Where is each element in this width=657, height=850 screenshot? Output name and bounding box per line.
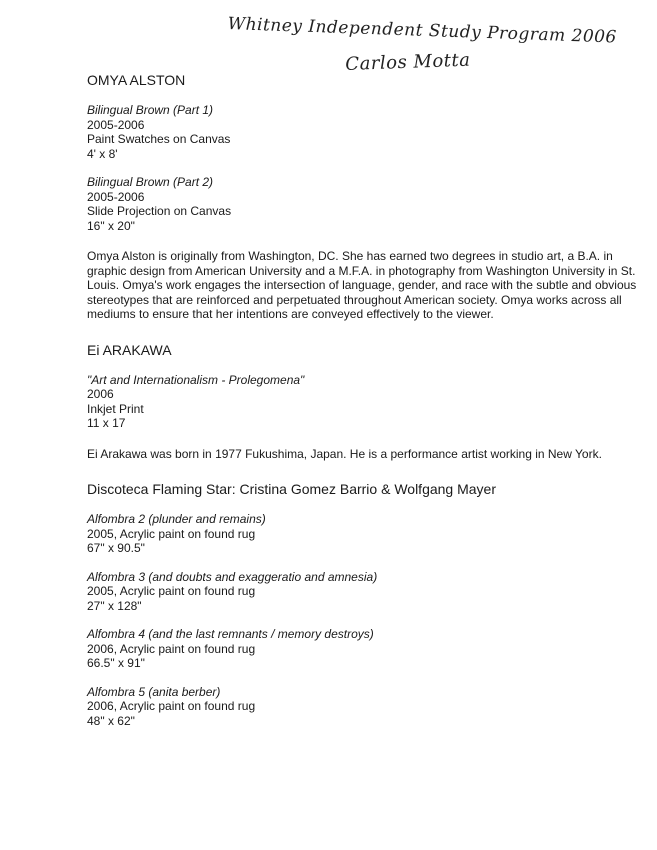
work-size: 66.5" x 91" <box>87 656 145 670</box>
work-entry <box>87 103 587 161</box>
work-entry <box>87 175 587 233</box>
work-year-medium: 2006, Acrylic paint on found rug <box>87 699 256 713</box>
artist-name: Ei ARAKAWA <box>87 341 172 358</box>
work-entry <box>87 685 587 729</box>
work-year-medium: 2005, Acrylic paint on found rug <box>87 584 256 598</box>
work-size: 11 x 17 <box>87 416 126 430</box>
artist-bio <box>87 249 637 322</box>
bio-line: graphic design from American University and a M.F.A. in photography from Washington University in St. <box>87 263 636 278</box>
artist-section-discoteca <box>87 481 587 728</box>
work-title: Alfombra 4 (and the last remnants / memory destroys) <box>87 627 374 641</box>
handwritten-signature: Carlos Motta <box>345 49 471 75</box>
work-title: Alfombra 2 (plunder and remains) <box>87 512 266 526</box>
handwritten-program-note: Whitney Independent Study Program 2006 <box>227 14 618 48</box>
work-entry <box>87 512 587 556</box>
work-title: Bilingual Brown (Part 2) <box>87 175 214 189</box>
artist-name: Discoteca Flaming Star: Cristina Gomez Barrio & Wolfgang Mayer <box>87 481 496 497</box>
artist-bio <box>87 446 602 462</box>
work-title: Alfombra 3 (and doubts and exaggeratio and amnesia) <box>87 569 378 584</box>
work-year: 2006 <box>87 387 114 401</box>
work-medium: Slide Projection on Canvas <box>87 204 232 218</box>
bio-line: stereotypes that are reinforced and perpetuated throughout American society. Omya works across all <box>87 292 622 307</box>
work-medium: Inkjet Print <box>87 401 144 416</box>
work-size: 48" x 62" <box>87 713 135 728</box>
work-size: 16" x 20" <box>87 218 135 233</box>
work-size: 4' x 8' <box>87 146 118 161</box>
work-entry <box>87 373 587 431</box>
work-title: Alfombra 5 (anita berber) <box>87 684 221 699</box>
work-year: 2005-2006 <box>87 117 145 132</box>
work-medium: Paint Swatches on Canvas <box>87 132 231 146</box>
document-body <box>87 72 637 728</box>
work-size: 27" x 128" <box>87 598 142 613</box>
work-year-medium: 2005, Acrylic paint on found rug <box>87 526 256 541</box>
artist-section-arakawa <box>87 341 602 462</box>
artist-name: OMYA ALSTON <box>87 72 186 88</box>
bio-line: Louis. Omya's work engages the intersection of language, gender, and race with the subtle and obvious <box>87 278 637 292</box>
work-entry <box>87 627 587 671</box>
work-size: 67" x 90.5" <box>87 541 145 555</box>
bio-line: Omya Alston is originally from Washington, DC. She has earned two degrees in studio art, a B.A. in <box>87 249 613 263</box>
work-year-medium: 2006, Acrylic paint on found rug <box>87 641 256 656</box>
bio-line: mediums to ensure that her intentions are conveyed effectively to the viewer. <box>87 307 494 321</box>
work-title: Bilingual Brown (Part 1) <box>87 103 214 117</box>
work-year: 2005-2006 <box>87 189 145 204</box>
work-title: "Art and Internationalism - Prolegomena" <box>87 372 305 387</box>
work-entry <box>87 570 587 614</box>
artist-section-alston <box>87 72 637 322</box>
bio-line: Ei Arakawa was born in 1977 Fukushima, Japan. He is a performance artist working in New York. <box>87 446 602 461</box>
